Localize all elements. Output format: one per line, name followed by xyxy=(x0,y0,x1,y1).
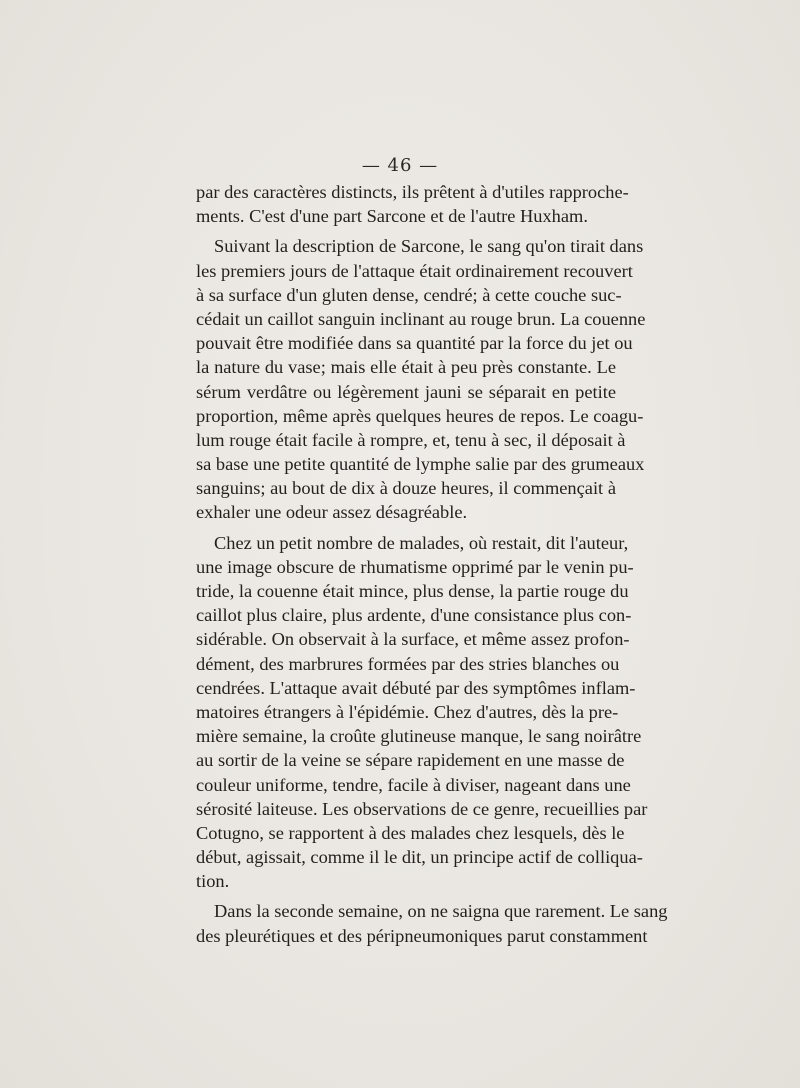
text-line: exhaler une odeur assez désagréable. xyxy=(196,502,468,523)
text-line: sidérable. On observait à la surface, et même assez profon- xyxy=(196,629,630,650)
text-line: dément, des marbrures formées par des stries blanches ou xyxy=(196,653,620,674)
text-line: tride, la couenne était mince, plus dense, la partie rouge du xyxy=(196,581,629,601)
text-line: début, agissait, comme il le dit, un principe actif de colliqua- xyxy=(196,847,643,868)
text-line: mière semaine, la croûte glutineuse manque, le sang noirâtre xyxy=(196,726,642,747)
text-line: cendrées. L'attaque avait débuté par des symptômes inflam- xyxy=(196,677,636,698)
text-line: ments. C'est d'une part Sarcone et de l'autre Huxham. xyxy=(196,206,588,227)
text-line: sanguins; au bout de dix à douze heures, il commençait à xyxy=(196,478,616,499)
text-line: Chez un petit nombre de malades, où restait, dit l'auteur, xyxy=(214,532,629,553)
text-line: au sortir de la veine se sépare rapidement en une masse de xyxy=(196,750,625,771)
text-line: proportion, même après quelques heures de repos. Le coagu- xyxy=(196,405,644,426)
text-line: matoires étrangers à l'épidémie. Chez d'autres, dès la pre- xyxy=(196,701,619,722)
text-line: tion. xyxy=(196,871,230,892)
paragraph-3 xyxy=(196,531,648,894)
text-line: cédait un caillot sanguin inclinant au rouge brun. La couenne xyxy=(196,308,646,329)
text-line: lum rouge était facile à rompre, et, tenu à sec, il déposait à xyxy=(196,429,626,450)
paragraph-4 xyxy=(196,899,668,947)
page-number: — 46 — xyxy=(361,155,439,176)
paragraph-2 xyxy=(196,234,646,524)
body-text xyxy=(196,180,668,948)
text-line: des pleurétiques et des péripneumoniques parut constamment xyxy=(196,925,648,946)
text-line: pouvait être modifiée dans sa quantité par la force du jet ou xyxy=(196,333,633,354)
text-line: Suivant la description de Sarcone, le sang qu'on tirait dans xyxy=(214,236,644,257)
text-line: Dans la seconde semaine, on ne saigna que rarement. Le sang xyxy=(214,901,668,922)
text-line: sérosité laiteuse. Les observations de ce genre, recueillies par xyxy=(196,798,648,819)
text-line: par des caractères distincts, ils prêtent à d'utiles rapproche- xyxy=(196,182,629,202)
text-line: couleur uniforme, tendre, facile à diviser, nageant dans une xyxy=(196,774,631,795)
text-line: une image obscure de rhumatisme opprimé par le venin pu- xyxy=(196,556,634,577)
paragraph-1 xyxy=(196,180,629,228)
text-line: à sa surface d'un gluten dense, cendré; à cette couche suc- xyxy=(196,284,622,305)
text-line: sa base une petite quantité de lymphe salie par des grumeaux xyxy=(196,454,645,475)
text-line: les premiers jours de l'attaque était ordinairement recouvert xyxy=(196,260,633,281)
text-line: caillot plus claire, plus ardente, d'une consistance plus con- xyxy=(196,605,632,626)
text-line: la nature du vase; mais elle était à peu près constante. Le xyxy=(196,357,616,378)
text-line: Cotugno, se rapportent à des malades chez lesquels, dès le xyxy=(196,822,625,843)
text-line: sérum verdâtre ou légèrement jauni se séparait en petite xyxy=(196,381,616,402)
